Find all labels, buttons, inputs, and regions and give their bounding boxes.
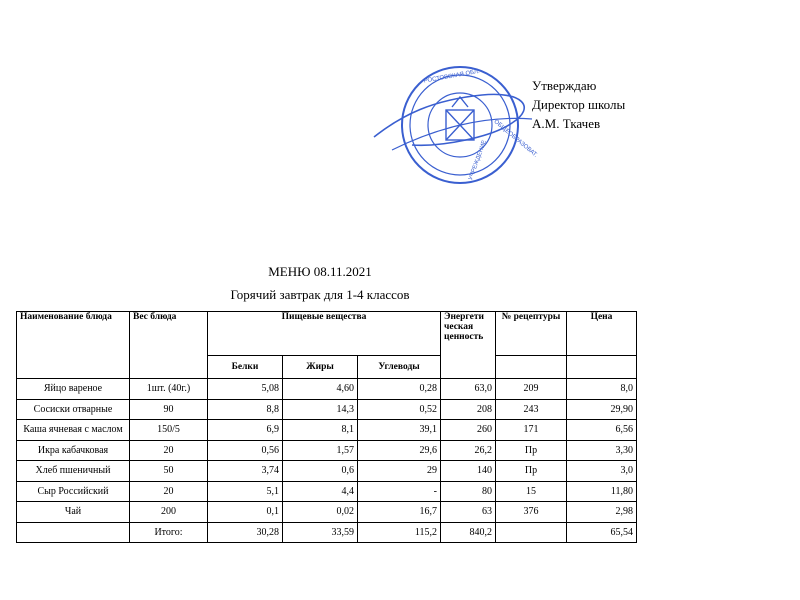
header-recipe-empty — [496, 356, 567, 379]
dish-recipe: Пр — [496, 461, 567, 482]
dish-weight: 150/5 — [130, 420, 208, 441]
dish-carbs: 29 — [358, 461, 441, 482]
svg-text:ОБЩЕОБРАЗОВАТ.: ОБЩЕОБРАЗОВАТ. — [492, 118, 539, 159]
dish-proteins: 0,56 — [208, 440, 283, 461]
dish-price: 2,98 — [567, 502, 637, 523]
dish-price: 3,0 — [567, 461, 637, 482]
dish-name: Яйцо вареное — [17, 379, 130, 400]
dish-energy: 80 — [441, 481, 496, 502]
dish-carbs: 16,7 — [358, 502, 441, 523]
svg-text:УЧРЕЖДЕНИЕ: УЧРЕЖДЕНИЕ — [468, 139, 489, 182]
approval-line-name: А.М. Ткачев — [532, 116, 601, 131]
dish-fats: 4,4 — [283, 481, 358, 502]
dish-proteins: 3,74 — [208, 461, 283, 482]
total-dish-empty — [17, 522, 130, 543]
dish-name: Сосиски отварные — [17, 399, 130, 420]
table-row — [17, 420, 637, 441]
dish-recipe: 376 — [496, 502, 567, 523]
table-header-row — [17, 312, 637, 356]
total-label: Итого: — [130, 522, 208, 543]
dish-carbs: 0,52 — [358, 399, 441, 420]
dish-fats: 1,57 — [283, 440, 358, 461]
header-weight: Вес блюда — [130, 312, 208, 379]
table-row — [17, 502, 637, 523]
dish-fats: 0,6 — [283, 461, 358, 482]
dish-energy: 63,0 — [441, 379, 496, 400]
dish-energy: 140 — [441, 461, 496, 482]
approval-line-position: Директор школы — [532, 97, 626, 112]
dish-price: 29,90 — [567, 399, 637, 420]
dish-recipe: 171 — [496, 420, 567, 441]
approval-text — [532, 76, 625, 133]
dish-name: Икра кабачковая — [17, 440, 130, 461]
dish-name: Чай — [17, 502, 130, 523]
header-fats: Жиры — [283, 356, 358, 379]
total-recipe — [496, 522, 567, 543]
dish-weight: 200 — [130, 502, 208, 523]
school-seal-stamp — [372, 55, 542, 195]
header-nutrients: Пищевые вещества — [208, 312, 441, 356]
dish-weight: 1шт. (40г.) — [130, 379, 208, 400]
table-row — [17, 440, 637, 461]
dish-proteins: 5,08 — [208, 379, 283, 400]
dish-recipe: 243 — [496, 399, 567, 420]
total-proteins: 30,28 — [208, 522, 283, 543]
dish-price: 11,80 — [567, 481, 637, 502]
dish-recipe: 15 — [496, 481, 567, 502]
dish-name: Сыр Российский — [17, 481, 130, 502]
dish-weight: 50 — [130, 461, 208, 482]
dish-name: Каша ячневая с маслом — [17, 420, 130, 441]
dish-proteins: 8,8 — [208, 399, 283, 420]
dish-fats: 8,1 — [283, 420, 358, 441]
total-fats: 33,59 — [283, 522, 358, 543]
header-dish: Наименование блюда — [17, 312, 130, 379]
dish-energy: 260 — [441, 420, 496, 441]
menu-rows — [17, 379, 637, 523]
dish-carbs: 29,6 — [358, 440, 441, 461]
header-recipe: № рецептуры — [496, 312, 567, 356]
dish-carbs: 0,28 — [358, 379, 441, 400]
dish-proteins: 6,9 — [208, 420, 283, 441]
header-energy: Энергети ческая ценность — [441, 312, 496, 379]
dish-carbs: 39,1 — [358, 420, 441, 441]
table-row — [17, 481, 637, 502]
dish-weight: 90 — [130, 399, 208, 420]
menu-table — [16, 311, 637, 543]
table-row — [17, 379, 637, 400]
dish-proteins: 5,1 — [208, 481, 283, 502]
total-price: 65,54 — [567, 522, 637, 543]
dish-fats: 14,3 — [283, 399, 358, 420]
approval-stamp-block — [372, 55, 542, 195]
menu-title: МЕНЮ 08.11.2021 — [268, 264, 372, 279]
dish-weight: 20 — [130, 440, 208, 461]
dish-proteins: 0,1 — [208, 502, 283, 523]
dish-fats: 0,02 — [283, 502, 358, 523]
svg-text:РОСТОВСКАЯ ОБЛ.: РОСТОВСКАЯ ОБЛ. — [423, 68, 481, 85]
total-row — [17, 522, 637, 543]
dish-name: Хлеб пшеничный — [17, 461, 130, 482]
dish-carbs: - — [358, 481, 441, 502]
menu-subtitle: Горячий завтрак для 1-4 классов — [230, 287, 410, 302]
dish-energy: 26,2 — [441, 440, 496, 461]
dish-weight: 20 — [130, 481, 208, 502]
dish-fats: 4,60 — [283, 379, 358, 400]
dish-recipe: 209 — [496, 379, 567, 400]
header-price-empty — [567, 356, 637, 379]
dish-price: 6,56 — [567, 420, 637, 441]
total-energy: 840,2 — [441, 522, 496, 543]
header-proteins: Белки — [208, 356, 283, 379]
dish-energy: 63 — [441, 502, 496, 523]
total-carbs: 115,2 — [358, 522, 441, 543]
dish-price: 8,0 — [567, 379, 637, 400]
dish-recipe: Пр — [496, 440, 567, 461]
dish-price: 3,30 — [567, 440, 637, 461]
approval-line-approve: Утверждаю — [532, 78, 597, 93]
table-row — [17, 399, 637, 420]
header-price: Цена — [567, 312, 637, 356]
table-row — [17, 461, 637, 482]
header-carbs: Углеводы — [358, 356, 441, 379]
dish-energy: 208 — [441, 399, 496, 420]
